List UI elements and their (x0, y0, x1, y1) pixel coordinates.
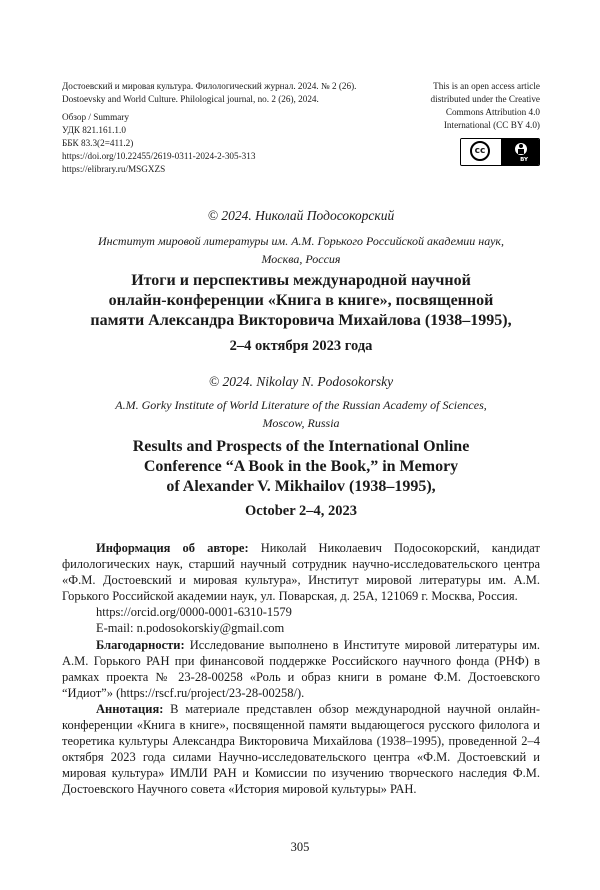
license-line: This is an open access article (433, 81, 540, 91)
acknowledgements-label: Благодарности: (96, 637, 185, 652)
email[interactable]: E-mail: n.podosokorskiy@gmail.com (96, 621, 285, 636)
affiliation-ru-line2: Москва, Россия (261, 252, 341, 266)
abstract-text: В материале представлен обзор международной научной онлайн-конференции «Книга в книге», посвященной памяти выдающегося русского филолога и теоретика культуры Александра Викторовича Михайлова (1938–1995), проведенной 2–4 октября 2023 года силами Научно-исследовательского центра «Ф.М. Достоевский и мировая культура» ИМЛИ РАН и Комиссии по изучению творческого наследия Ф.М. Достоевского Научного совета «История мировой культуры» РАН. (62, 701, 540, 797)
author-ru: © 2024. Николай Подосокорский (207, 208, 395, 223)
license-line: Commons Attribution 4.0 (445, 107, 540, 117)
title-en-line: Results and Prospects of the International Online (132, 438, 470, 455)
abstract-label: Аннотация: (96, 701, 164, 716)
cc-icon: cc (470, 141, 490, 161)
elibrary-link[interactable]: https://elibrary.ru/MSGXZS (62, 164, 166, 174)
cc-by-license-badge[interactable] (460, 138, 540, 166)
udc-code: УДК 821.161.1.0 (62, 125, 126, 135)
author-en: © 2024. Nikolay N. Podosokorsky (208, 374, 394, 389)
license-line: International (CC BY 4.0) (443, 120, 540, 130)
license-line: distributed under the Creative (430, 94, 540, 104)
affiliation-ru-line1: Институт мировой литературы им. А.М. Горького Российской академии наук, (97, 234, 505, 248)
author-info-label: Информация об авторе: (96, 541, 249, 555)
title-ru-line: онлайн-конференции «Книга в книге», посвященной (108, 292, 494, 309)
bbk-code: ББК 83.3(2=411.2) (62, 138, 134, 148)
journal-citation-en: Dostoevsky and World Culture. Philological journal, no. 2 (26), 2024. (62, 94, 319, 104)
journal-citation-ru: Достоевский и мировая культура. Филологический журнал. 2024. № 2 (26). (62, 81, 357, 91)
title-ru-line: памяти Александра Викторовича Михайлова (1938–1995), (90, 312, 512, 329)
affiliation-ru (62, 232, 540, 268)
title-en (62, 437, 540, 497)
title-en-line: of Alexander V. Mikhailov (1938–1995), (166, 478, 436, 495)
license-note (390, 80, 540, 132)
title-ru-line: Итоги и перспективы международной научной (131, 272, 471, 289)
doi-link[interactable]: https://doi.org/10.22455/2619-0311-2024-2-305-313 (62, 151, 256, 161)
affiliation-en-line1: A.M. Gorky Institute of World Literature of the Russian Academy of Sciences, (115, 398, 487, 412)
author-info-text: Николай Николаевич Подосокорский, кандидат филологических наук, старший научный сотрудник научно-исследовательского центра «Ф.М. Достоевский и мировая культура», Институт мировой литературы им. А.М. Горького Российской академии наук, ул. Поварская, д. 25А, 121069 г. Москва, Россия. (62, 541, 540, 604)
acknowledgements (62, 637, 540, 701)
header-left (62, 80, 392, 176)
title-en-line: Conference “A Book in the Book,” in Memory (143, 458, 459, 475)
title-ru (62, 271, 540, 331)
orcid-link[interactable]: https://orcid.org/0000-0001-6310-1579 (96, 605, 292, 620)
date-en: October 2–4, 2023 (244, 503, 358, 519)
affiliation-en (62, 396, 540, 432)
date-ru: 2–4 октября 2023 года (229, 338, 373, 354)
abstract (62, 701, 540, 798)
attribution-person-icon (513, 141, 529, 157)
author-info (62, 540, 540, 604)
page-number: 305 (290, 840, 310, 854)
by-label: BY (520, 157, 528, 163)
article-type: Обзор / Summary (62, 112, 129, 122)
affiliation-en-line2: Moscow, Russia (262, 416, 340, 430)
article-front-matter (62, 540, 540, 798)
acknowledgements-text: Исследование выполнено в Институте мировой литературы им. А.М. Горького РАН при финансовой поддержке Российского научного фонда (РНФ) в рамках проекта № 23-28-00258 «Роль и образ книги в романе Ф.М. Достоевского “Идиот”» (https://rscf.ru/project/23-28-00258/). (62, 637, 540, 700)
